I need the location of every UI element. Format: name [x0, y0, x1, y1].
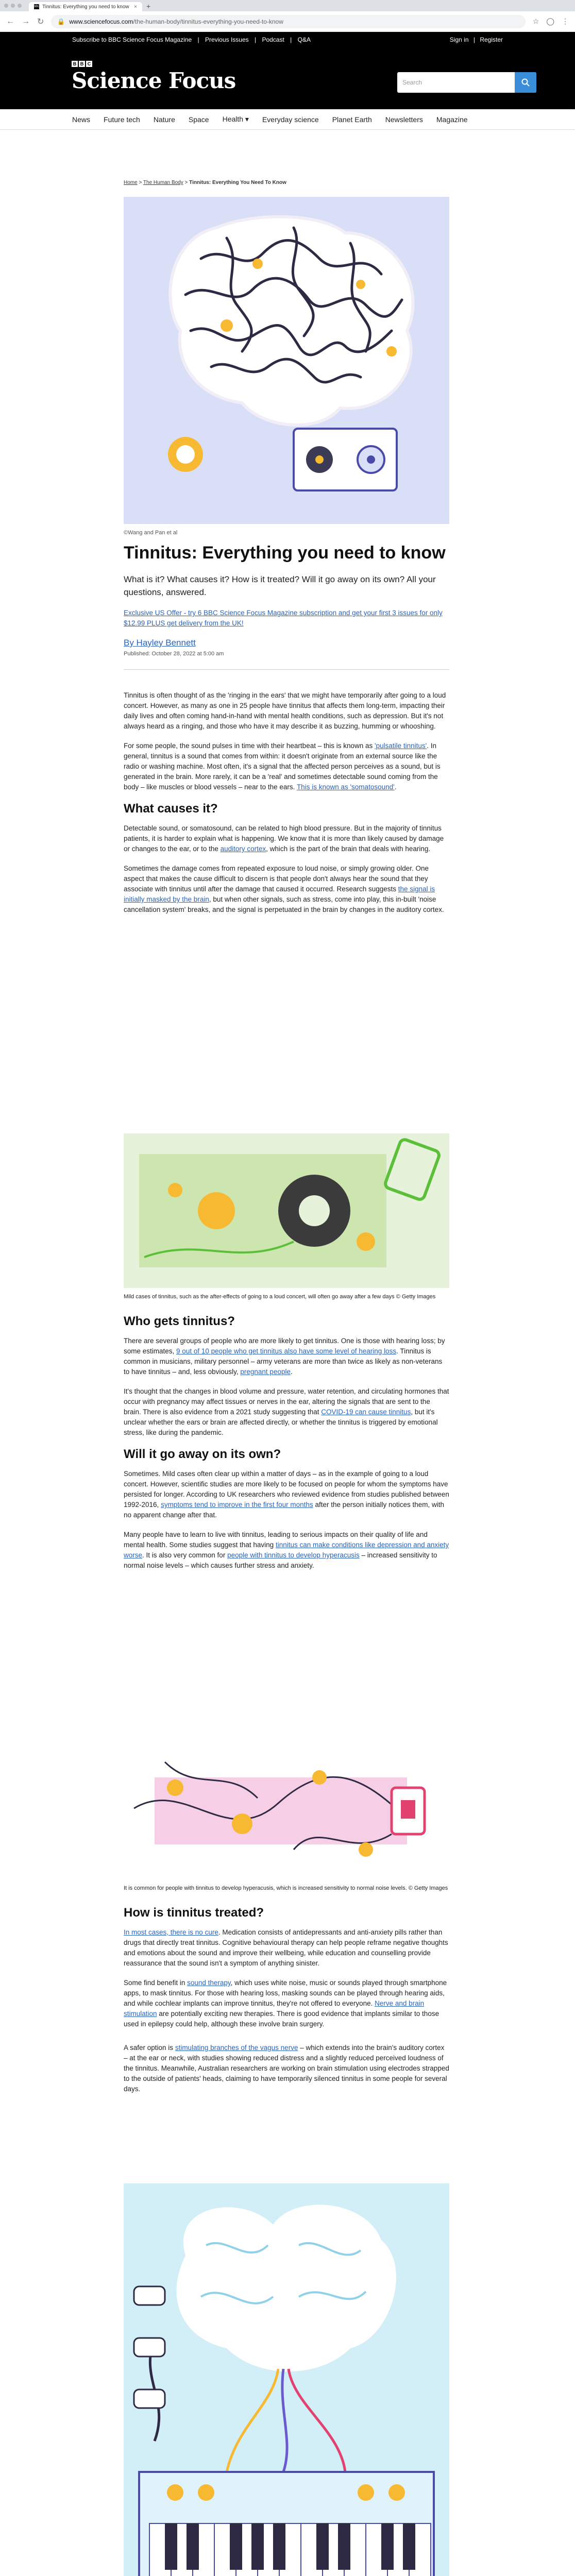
subscribe-link[interactable]: Subscribe to BBC Science Focus Magazine — [72, 36, 192, 43]
new-tab-icon[interactable]: + — [146, 2, 151, 10]
vagus-nerve-link[interactable]: stimulating branches of the vagus nerve — [175, 2044, 298, 2052]
nerve-stimulation-link[interactable]: Nerve and brain stimulation — [124, 1999, 425, 2018]
image-caption: Mild cases of tinnitus, such as the after-effects of going to a loud concert, will often go away after a few days © Getty Images — [124, 1294, 436, 1300]
nav-nature[interactable]: Nature — [153, 115, 175, 124]
bbc-favicon-icon: BBC — [33, 5, 40, 8]
account-links — [450, 36, 503, 43]
breadcrumb — [124, 180, 286, 185]
lock-icon: 🔒 — [57, 18, 65, 25]
paragraph: For some people, the sound pulses in time with their heartbeat – this is known as 'pulsatile tinnitus'. In general, tinnitus is a sound that comes from within: it doesn't originate from an external source like the radio or washing machine. Most often, it's a signal that the affected person perceives as a sound, but is generated in the brain. More rarely, it can be a 'real' and sometimes detectable sound coming from the body – like muscles or blood vessels – near to the ears. This is known as 'somatosound'. — [124, 742, 441, 791]
nav-health[interactable]: Health ▾ — [222, 115, 249, 123]
tab-title: Tinnitus: Everything you need to know — [42, 4, 129, 10]
paragraph: Some find benefit in sound therapy, which uses white noise, music or sounds played through smartphone apps, to mask tinnitus. For those with hearing loss, masking sounds can be played through hearing aids, and while cochlear implants can improve tinnitus, they're not offered to everyone. Nerve and brain stimulation are potentially exciting new therapies. There is good evidence that implants similar to those used in epilepsy could help, although these involve brain surgery. — [124, 1979, 447, 2028]
nav-everyday-science[interactable]: Everyday science — [262, 115, 319, 124]
no-cure-link[interactable]: In most cases, there is no cure — [124, 1928, 218, 1936]
masthead — [0, 47, 575, 109]
divider: | — [254, 36, 257, 43]
divider: | — [290, 36, 292, 43]
divider: | — [473, 36, 475, 43]
author-link[interactable]: By Hayley Bennett — [124, 638, 196, 648]
breadcrumb-sep: > — [139, 180, 142, 185]
sound-therapy-link[interactable]: sound therapy — [187, 1979, 231, 1987]
subscription-offer-link[interactable] — [124, 608, 449, 629]
synthesizer-illustration — [124, 2183, 449, 2576]
bbc-logo[interactable]: B B C — [72, 61, 92, 67]
signal-masked-link[interactable]: the signal is initially masked by the brain — [124, 885, 435, 903]
search-input[interactable]: Search — [402, 79, 422, 86]
podcast-link[interactable]: Podcast — [262, 36, 284, 43]
profile-icon[interactable]: ◯ — [546, 17, 554, 25]
site-logo[interactable]: Science Focus — [72, 68, 236, 93]
offer-link[interactable]: Exclusive US Offer - try 6 BBC Science Focus Magazine subscription and get your first 3 issues for only $12.99 PLUS get delivery from the UK! — [124, 609, 443, 627]
depression-anxiety-link[interactable]: tinnitus can make conditions like depression and anxiety worse — [124, 1541, 449, 1559]
hyperacusis-illustration — [124, 1747, 449, 1880]
hearing-loss-link[interactable]: 9 out of 10 people who get tinnitus also have some level of hearing loss — [176, 1347, 397, 1355]
byline — [124, 638, 449, 658]
paragraph: In most cases, there is no cure. Medication consists of antidepressants and anti-anxiety pills rather than drugs that directly treat tinnitus. Cognitive behavioural therapy can help people reframe negative thoughts and emotions about the sound and improve their wellbeing, while education and counselling provide reassurance that the sound isn't a symptom of anything sinister. — [124, 1928, 448, 1967]
search-icon — [521, 78, 530, 87]
standfirst: What is it? What causes it? How is it treated? Will it go away on its own? All your questions, answered. — [124, 574, 436, 597]
pulsatile-tinnitus-link[interactable]: 'pulsatile tinnitus' — [375, 742, 427, 750]
nav-magazine[interactable]: Magazine — [436, 115, 468, 124]
search-button[interactable] — [515, 72, 536, 93]
search-box[interactable] — [397, 72, 536, 93]
breadcrumb-section[interactable]: The Human Body — [143, 180, 183, 185]
window-controls[interactable] — [4, 0, 22, 11]
reload-icon[interactable]: ↻ — [37, 17, 44, 26]
register-link[interactable]: Register — [480, 36, 503, 43]
qa-link[interactable]: Q&A — [297, 36, 311, 43]
article-body-2 — [124, 1293, 449, 1580]
auditory-cortex-link[interactable]: auditory cortex — [220, 845, 266, 853]
previous-issues-link[interactable]: Previous Issues — [205, 36, 249, 43]
nav-newsletters[interactable]: Newsletters — [385, 115, 423, 124]
address-bar-row — [0, 11, 575, 32]
divider — [124, 669, 449, 670]
bookmark-star-icon[interactable]: ☆ — [532, 17, 539, 25]
browser-tabbar — [0, 0, 575, 11]
publish-date: Published: October 28, 2022 at 5:00 am — [124, 651, 224, 657]
url-field[interactable] — [51, 15, 525, 28]
sign-in-link[interactable]: Sign in — [449, 36, 469, 43]
paragraph: Detectable sound, or somatosound, can be related to high blood pressure. But in the majority of tinnitus patients, it is harder to explain what is happening. We know that it is more than likely caused by damage or changes to the ear, or to the auditory cortex, which is the part of the brain that deals with hearing. — [124, 824, 444, 853]
heading-who: Who gets tinnitus? — [124, 1314, 235, 1328]
covid-link[interactable]: COVID-19 can cause tinnitus — [321, 1408, 411, 1416]
concert-illustration — [124, 1133, 449, 1288]
breadcrumb-sep: > — [184, 180, 188, 185]
paragraph: A safer option is stimulating branches of the vagus nerve – which extends into the brain's auditory cortex – at the ear or neck, with studies showing reduced distress and a slightly reduced perceived loudness of the tinnitus. Meanwhile, Australian researchers are working on brain stimulation using electrodes strapped to the outside of patients' heads, claiming to have temporarily silenced tinnitus in some people for several days. — [124, 2044, 449, 2093]
paragraph: It's thought that the changes in blood volume and pressure, water retention, and circulating hormones that occur with pregnancy may affect tissues or nerves in the ear, altering the signals that are sent to the brain. There is also evidence from a 2021 study suggesting that COVID-19 can cause tinnitus, but it's unclear whether the ears or brain are affected directly, or whether the tinnitus is triggered by emotional stress, like during the pandemic. — [124, 1387, 449, 1436]
heading-go-away: Will it go away on its own? — [124, 1447, 281, 1461]
paragraph: Sometimes the damage comes from repeated exposure to loud noise, or simply growing older. One aspect that makes the cause difficult to discern is that people don't always hear the sound that they associate with tinnitus until after the damage that caused it occurred. Research suggests the signal is initially masked by the brain, but when other signals, such as stress, come into play, this in-built 'noise cancellation system' breaks, and the signal is perpetuated in the brain by changes in the auditory cortex. — [124, 865, 444, 913]
paragraph: There are several groups of people who are more likely to get tinnitus. One is those with hearing loss; by some estimates, 9 out of 10 people who get tinnitus also have some level of hearing loss. Tinnitus is common in musicians, military personnel – army veterans are more than twice as likely as non-veterans to have tinnitus – and, less obviously, pregnant people. — [124, 1337, 445, 1376]
hero-brain-illustration — [124, 197, 449, 524]
paragraph: Many people have to learn to live with tinnitus, leading to serious impacts on their quality of life and mental health. Some studies suggest that having tinnitus can make conditions like depression and anxiety worse. It is also very common for people with tinnitus to develop hyperacusis – increased sensitivity to normal noise levels – which causes further stress and anxiety. — [124, 1531, 449, 1569]
pregnant-people-link[interactable]: pregnant people — [240, 1368, 291, 1376]
hyperacusis-link[interactable]: people with tinnitus to develop hyperacusis — [227, 1551, 360, 1559]
nav-space[interactable]: Space — [188, 115, 209, 124]
article-title: Tinnitus: Everything you need to know — [124, 543, 446, 563]
top-strip — [0, 32, 575, 47]
hero-credit: ©Wang and Pan et al — [124, 530, 178, 536]
forward-icon[interactable]: → — [22, 16, 30, 26]
browser-tab[interactable] — [29, 2, 142, 11]
url-path: /the-human-body/tinnitus-everything-you-need-to-know — [133, 18, 283, 25]
nav-future-tech[interactable]: Future tech — [104, 115, 140, 124]
top-links — [72, 36, 315, 43]
url-host: www.sciencefocus.com — [69, 18, 133, 25]
four-months-link[interactable]: symptoms tend to improve in the first four months — [161, 1501, 313, 1509]
heading-treatment: How is tinnitus treated? — [124, 1906, 264, 1920]
somatosound-link[interactable]: This is known as 'somatosound' — [296, 783, 395, 791]
image-caption: It is common for people with tinnitus to develop hyperacusis, which is increased sensitivity to normal noise levels. © Getty Images — [124, 1885, 448, 1891]
paragraph: Tinnitus is often thought of as the 'ringing in the ears' that we might have temporarily after going to a loud concert. However, as many as one in 25 people have tinnitus that affects them long-term, impacting their daily lives and often coming hand-in-hand with mental health conditions, such as depression. But it's not always heard as a ringing, and those who have it may describe it as buzzing, humming or whooshing. — [124, 691, 446, 730]
close-tab-icon[interactable]: × — [134, 4, 137, 10]
heading-causes: What causes it? — [124, 802, 218, 816]
back-icon[interactable]: ← — [6, 16, 14, 26]
article-body — [124, 542, 449, 924]
divider: | — [197, 36, 199, 43]
nav-planet-earth[interactable]: Planet Earth — [332, 115, 372, 124]
paragraph: Sometimes. Mild cases often clear up within a matter of days – as in the example of going to a loud concert. However, scientific studies are more likely to be focused on people for whom the symptoms have persisted for longer. According to UK researchers who reviewed evidence from studies published between 1992-2016, symptoms tend to improve in the first four months after the person initially notices them, with no apparent change after that. — [124, 1470, 449, 1519]
menu-dots-icon[interactable]: ⋮ — [562, 17, 569, 25]
breadcrumb-home[interactable]: Home — [124, 180, 138, 185]
nav-news[interactable]: News — [72, 115, 91, 124]
main-nav — [0, 109, 575, 130]
article-body-3 — [124, 1885, 449, 2104]
breadcrumb-current: Tinnitus: Everything You Need To Know — [189, 180, 286, 185]
